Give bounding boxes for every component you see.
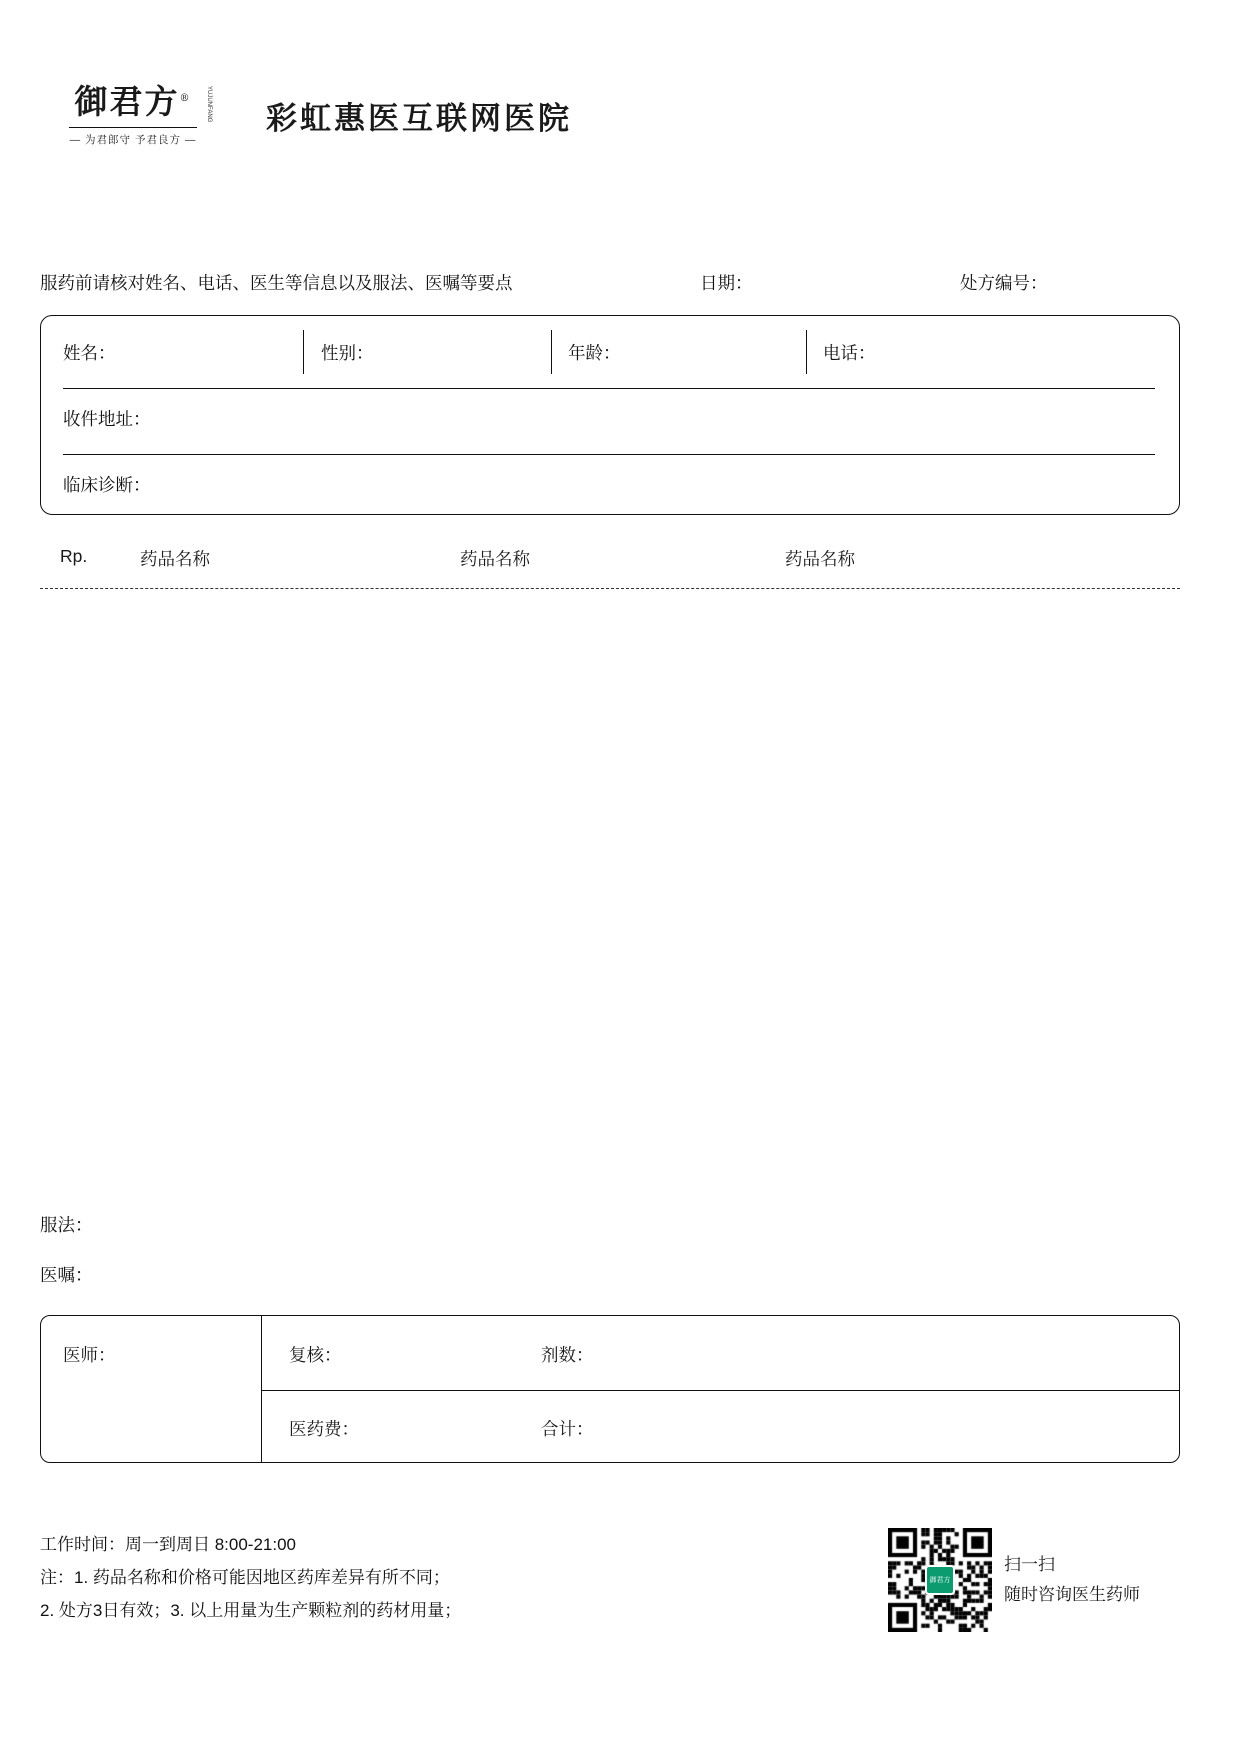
- signature-divider-vertical: [261, 1316, 262, 1462]
- patient-age-label: 年龄：: [568, 343, 621, 363]
- patient-phone-label: 电话：: [823, 343, 876, 363]
- brand-logo-pinyin: YUJUNFANG: [206, 86, 212, 123]
- divider-horizontal-1: [63, 388, 1155, 389]
- qr-caption: [1004, 1550, 1140, 1610]
- divider-vertical-2: [551, 330, 552, 374]
- brand-logo: [58, 82, 212, 147]
- qr-section: [888, 1528, 1140, 1632]
- drug-name-column-3: 药品名称: [785, 549, 855, 569]
- date-label: 日期：: [700, 273, 753, 293]
- drug-list-divider: [40, 588, 1180, 589]
- clinical-diagnosis-label: 临床诊断：: [63, 475, 151, 495]
- brand-logo-main: [58, 84, 208, 120]
- usage-label: 服法：: [40, 1215, 93, 1235]
- divider-vertical-3: [806, 330, 807, 374]
- qr-caption-line-2: 随时咨询医生药师: [1004, 1585, 1140, 1604]
- review-label: 复核：: [289, 1345, 342, 1365]
- patient-info-box: [40, 315, 1180, 515]
- doctor-label: 医师：: [63, 1345, 116, 1365]
- brand-divider: [69, 127, 197, 128]
- medicine-fee-label: 医药费：: [289, 1419, 359, 1439]
- divider-vertical-1: [303, 330, 304, 374]
- hospital-title: 彩虹惠医互联网医院: [266, 101, 572, 138]
- document-header: [58, 84, 572, 147]
- rp-label: Rp.: [60, 546, 88, 566]
- registered-mark: ®: [179, 93, 192, 104]
- qr-center-logo: 御君方: [925, 1565, 955, 1595]
- signature-divider-horizontal: [261, 1390, 1180, 1391]
- drug-name-column-1: 药品名称: [140, 549, 210, 569]
- qr-code[interactable]: [888, 1528, 992, 1632]
- total-label: 合计：: [541, 1419, 594, 1439]
- prescription-number-label: 处方编号：: [960, 273, 1048, 293]
- work-hours-text: 工作时间：周一到周日 8:00-21:00: [40, 1535, 297, 1554]
- brand-logo-text: 御君方: [74, 82, 180, 121]
- delivery-address-label: 收件地址：: [63, 409, 151, 429]
- note-line-1: 注：1. 药品名称和价格可能因地区药库差异有所不同；: [40, 1568, 450, 1588]
- doses-label: 剂数：: [541, 1345, 594, 1365]
- signature-box: [40, 1315, 1180, 1463]
- verify-notice-text: 服药前请核对姓名、电话、医生等信息以及服法、医嘱等要点: [40, 273, 513, 293]
- note-line-2: 2. 处方3日有效；3. 以上用量为生产颗粒剂的药材用量；: [40, 1601, 462, 1621]
- medical-advice-label: 医嘱：: [40, 1265, 93, 1285]
- patient-name-label: 姓名：: [63, 343, 116, 363]
- brand-slogan: — 为君郎守 予君良方 —: [69, 134, 197, 147]
- drug-name-column-2: 药品名称: [460, 549, 530, 569]
- footer-notes: [40, 1528, 461, 1627]
- patient-gender-label: 性别：: [321, 343, 374, 363]
- qr-caption-line-1: 扫一扫: [1004, 1555, 1055, 1575]
- divider-horizontal-2: [63, 454, 1155, 455]
